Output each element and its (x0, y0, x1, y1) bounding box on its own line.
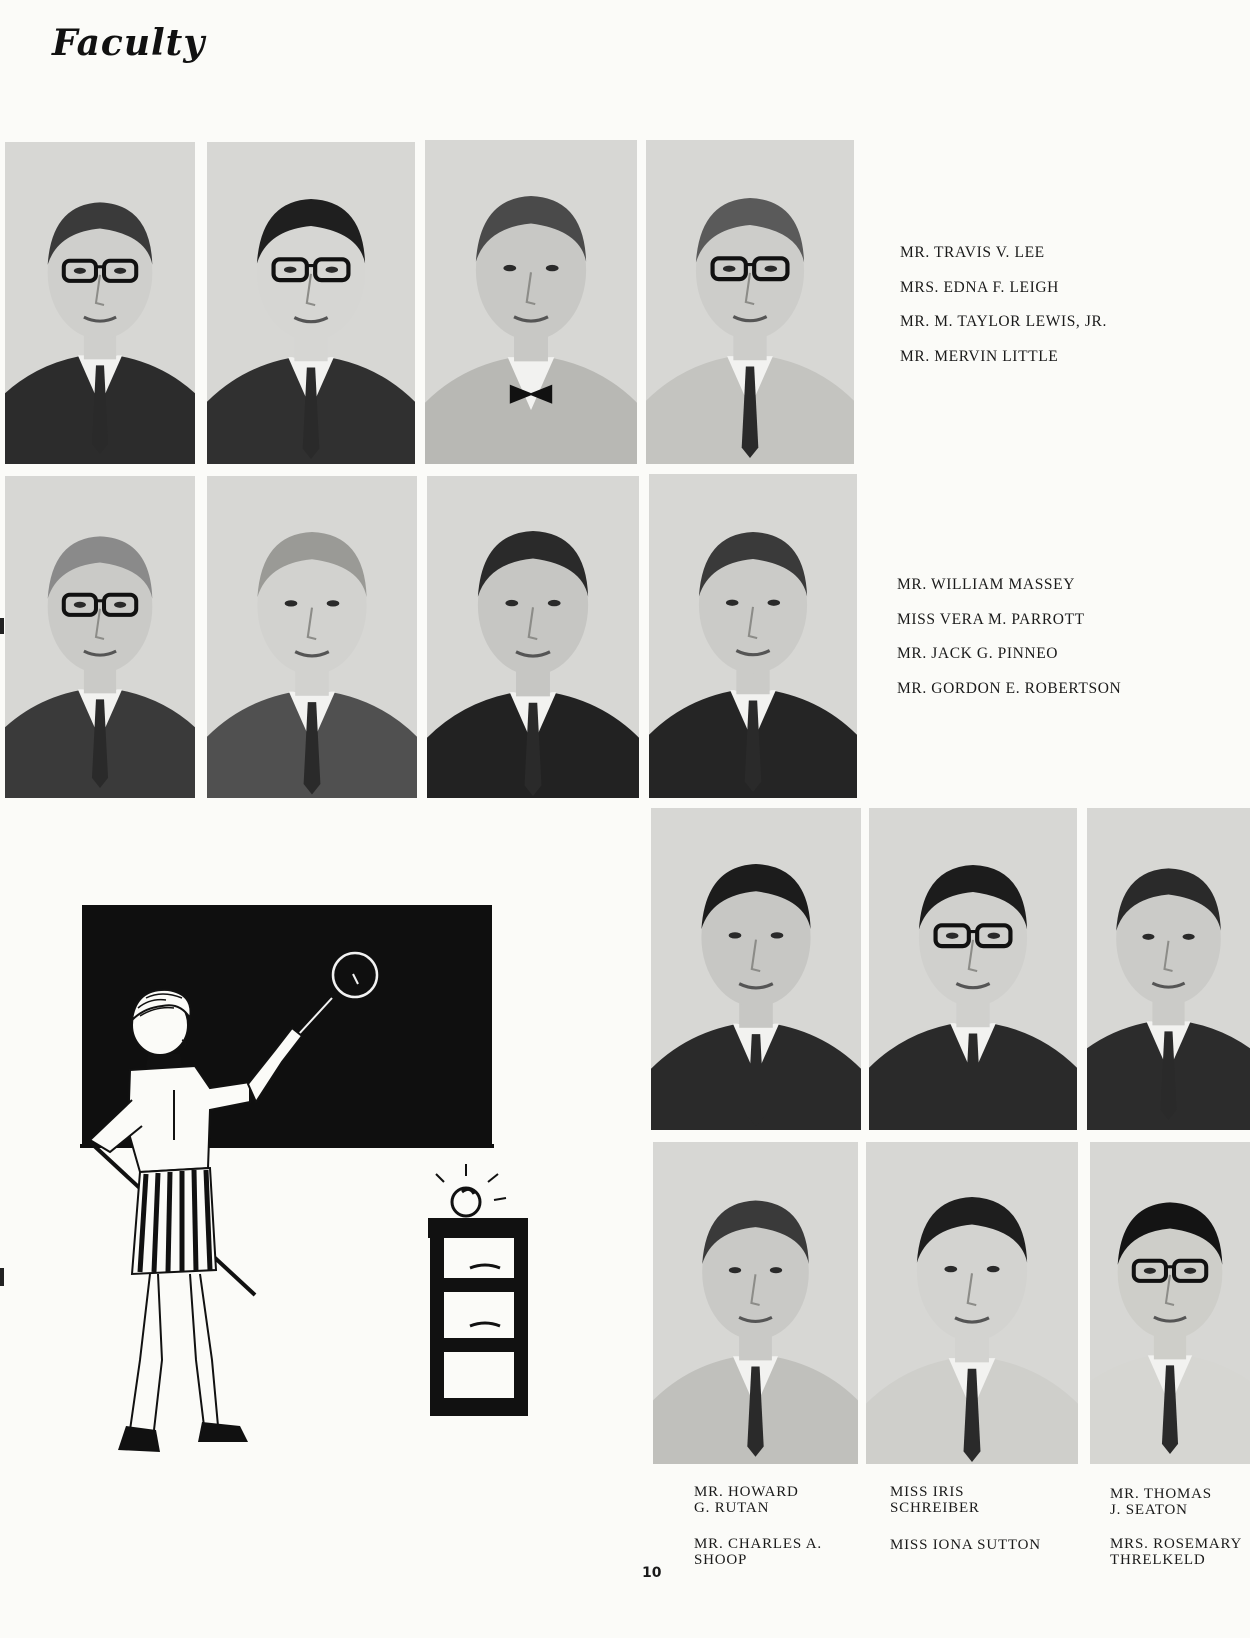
portrait-silhouette (5, 142, 195, 464)
portrait-silhouette (425, 140, 637, 464)
faculty-name: MISS VERA M. PARROTT (897, 610, 1085, 628)
faculty-name: MRS. EDNA F. LEIGH (900, 278, 1059, 296)
portrait-silhouette (5, 476, 195, 798)
portrait-travis-lee (5, 142, 195, 464)
faculty-name: MR. GORDON E. ROBERTSON (897, 679, 1122, 697)
portrait-howard-rutan (651, 808, 861, 1130)
portrait-silhouette (866, 1142, 1078, 1464)
caption-threlkeld: MRS. ROSEMARY THRELKELD (1110, 1536, 1243, 1568)
page-edge-mark (0, 618, 4, 634)
portrait-vera-parrott (207, 476, 417, 798)
portrait-silhouette (651, 808, 861, 1130)
faculty-name: MR. JACK G. PINNEO (897, 645, 1059, 662)
caption-schreiber: MISS IRIS SCHREIBER (890, 1484, 980, 1516)
page-edge-mark (0, 1268, 4, 1286)
portrait-silhouette (207, 142, 415, 464)
portrait-charles-shoop (653, 1142, 858, 1464)
page-number: 10 (642, 1565, 662, 1581)
portrait-silhouette (649, 474, 857, 798)
name-list-row1 (900, 236, 1107, 374)
faculty-name: MR. MERVIN LITTLE (900, 347, 1059, 365)
page-title: Faculty (52, 22, 206, 64)
caption-seaton: MR. THOMAS J. SEATON (1110, 1486, 1212, 1518)
portrait-silhouette (1087, 808, 1250, 1130)
portrait-silhouette (1090, 1142, 1250, 1464)
portrait-silhouette (427, 476, 639, 798)
portrait-jack-pinneo (427, 476, 639, 798)
portrait-taylor-lewis (425, 140, 637, 464)
caption-shoop: MR. CHARLES A. SHOOP (694, 1536, 822, 1568)
portrait-iona-sutton (866, 1142, 1078, 1464)
faculty-name: MR. WILLIAM MASSEY (897, 576, 1076, 593)
teacher-chalkboard-illustration (70, 890, 560, 1500)
caption-rutan: MR. HOWARD G. RUTAN (694, 1484, 799, 1516)
portrait-edna-leigh (207, 142, 415, 464)
portrait-rosemary-threlkeld (1090, 1142, 1250, 1464)
faculty-name: MR. M. TAYLOR LEWIS, JR. (900, 313, 1107, 330)
portrait-mervin-little (646, 140, 854, 464)
faculty-name: MR. TRAVIS V. LEE (900, 244, 1045, 261)
portrait-thomas-seaton (1087, 808, 1250, 1130)
portrait-iris-schreiber (869, 808, 1077, 1130)
portrait-silhouette (646, 140, 854, 464)
portrait-silhouette (207, 476, 417, 798)
portrait-william-massey (5, 476, 195, 798)
caption-sutton: MISS IONA SUTTON (890, 1537, 1041, 1553)
portrait-silhouette (653, 1142, 858, 1464)
portrait-gordon-robertson (649, 474, 857, 798)
portrait-silhouette (869, 808, 1077, 1130)
name-list-row2 (897, 568, 1121, 706)
